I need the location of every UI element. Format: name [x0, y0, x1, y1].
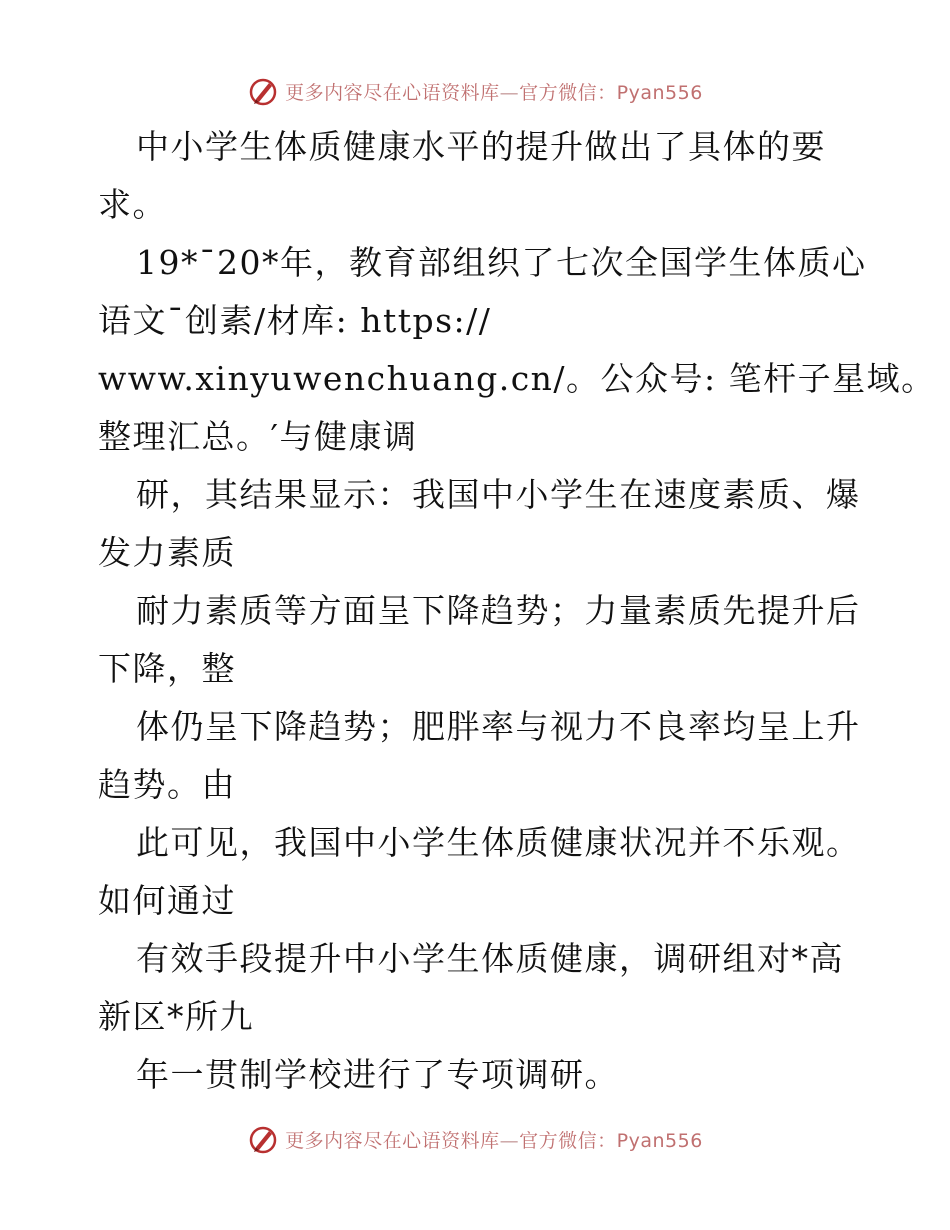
body-line: 此可见，我国中小学生体质健康状况并不乐观。 [136, 823, 861, 862]
body-line: 求。 [98, 185, 167, 224]
body-line: 语文¯创素/材库: https:// [98, 301, 492, 340]
body-line: 如何通过 [98, 881, 236, 920]
footer-banner [0, 1122, 950, 1156]
body-line: 19*¯20*年，教育部组织了七次全国学生体质心 [136, 243, 867, 282]
pen-logo-icon [247, 75, 279, 107]
body-line: 有效手段提升中小学生体质健康，调研组对*高 [136, 939, 844, 978]
body-line: 发力素质 [98, 533, 236, 572]
body-line: 体仍呈下降趋势；肥胖率与视力不良率均呈上升 [136, 707, 861, 746]
body-line: 中小学生体质健康水平的提升做出了具体的要 [136, 127, 826, 166]
header-banner [0, 74, 950, 108]
body-line: 新区*所九 [98, 997, 254, 1036]
header-text: 更多内容尽在心语资料库—官方微信：Pyan556 [285, 81, 703, 104]
body-line: 趋势。由 [98, 765, 236, 804]
body-line: 研，其结果显示：我国中小学生在速度素质、爆 [136, 475, 861, 514]
body-line: 耐力素质等方面呈下降趋势；力量素质先提升后 [136, 591, 861, 630]
footer-text: 更多内容尽在心语资料库—官方微信：Pyan556 [285, 1129, 703, 1152]
body-line: 下降，整 [98, 649, 236, 688]
body-line: www.xinyuwenchuang.cn/。公众号: 笔杆子星域。 [98, 359, 936, 398]
body-line: 整理汇总。′与健康调 [98, 417, 418, 456]
pen-logo-icon [247, 1123, 279, 1155]
document-body [98, 118, 936, 1104]
body-line: 年一贯制学校进行了专项调研。 [136, 1055, 619, 1094]
